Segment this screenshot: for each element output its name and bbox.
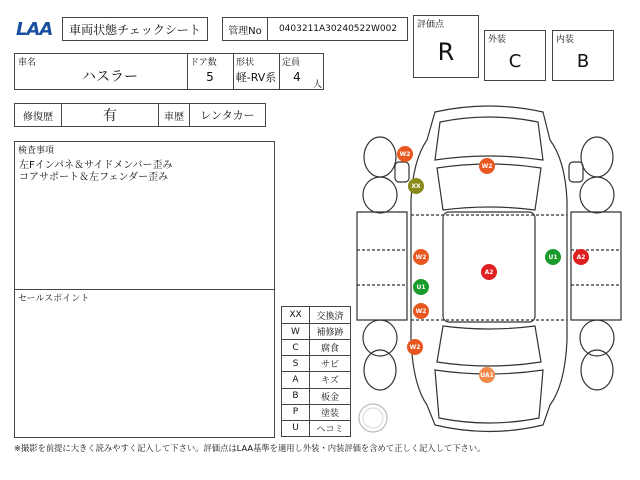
sales-points-label: セールスポイント [18,294,90,304]
inspection-line-1: 左Fインパネ＆サイドメンバー歪み [19,160,173,171]
legend-code: U [292,423,299,434]
rating-value: R [437,38,455,66]
rating-box [413,15,479,78]
damage-mark-badge: W2 [479,158,495,174]
exterior-label: 外装 [488,35,507,45]
legend-code: B [292,391,299,402]
title-box [62,17,208,41]
record-value: レンタカー [200,109,255,122]
exterior-value: C [508,50,522,72]
front-left-wheel [364,137,396,177]
damage-mark-badge: U1 [413,279,429,295]
front-left-tire [363,177,397,213]
legend-code: C [292,342,299,353]
damage-mark-badge: A2 [573,249,589,265]
hood [435,117,543,160]
rating-label: 評価点 [417,20,445,30]
legend-row [282,404,350,420]
front-right-tire [580,177,614,213]
legend-row [282,388,350,404]
left-side-panel [357,212,407,320]
inspection-label: 検査事項 [18,146,55,156]
damage-mark-badge: XX [408,178,424,194]
damage-mark-badge: U1 [545,249,561,265]
history-box [14,103,266,127]
legend-code: XX [289,310,302,321]
right-side-panel [571,212,621,320]
logo [16,18,62,40]
vehicle-info-box [14,53,324,90]
damage-mark-badge: W2 [413,303,429,319]
legend-code: A [292,374,299,385]
legend-meaning: 腐食 [320,344,339,355]
capacity-label: 定員 [282,58,301,68]
vehicle-name: ハスラー [82,69,138,85]
legend-meaning: サビ [320,360,339,371]
legend-row [282,339,350,355]
legend-row [282,355,350,371]
footer-note: ※撮影を前提に大きく読みやすく記入して下さい。評価点はLAA基準を適用し外装・内装評価を含めて正しく記入して下さい。 [14,443,486,453]
vehicle-name-label: 車名 [18,58,37,68]
capacity-unit: 人 [313,80,323,90]
right-mirror [569,162,583,182]
damage-mark-badge: A2 [481,264,497,280]
legend-code: S [292,358,299,369]
exterior-box [484,30,546,81]
management-label: 管理No [228,25,262,37]
interior-value: B [576,50,590,72]
damage-mark-badge: W2 [413,249,429,265]
repair-label: 修復歴 [23,111,53,123]
capacity-value: 4 [293,70,301,84]
legend-meaning: 塗装 [320,408,339,419]
doors-value: 5 [206,70,214,84]
damage-mark-badge: UA1 [479,367,495,383]
record-label: 車歴 [164,111,184,123]
legend-table [281,306,351,437]
legend-row [282,420,350,436]
legend-row [282,323,350,339]
legend-code: P [292,407,299,418]
legend-meaning: 補修跡 [316,328,344,339]
interior-box [552,30,614,81]
legend-meaning: 板金 [320,392,339,403]
logo-text: LAA [16,18,53,40]
legend-row [282,371,350,387]
doors-label: ドア数 [190,58,217,68]
left-mirror [395,162,409,182]
interior-label: 内装 [556,35,575,45]
legend-meaning: ヘコミ [316,424,344,435]
inspection-line-2: コアサポート＆左フェンダー歪み [19,172,169,183]
rear-window [437,326,541,366]
shape-label: 形状 [236,58,255,68]
legend-meaning: キズ [321,376,339,387]
legend-row [282,307,350,323]
legend-meaning: 交換済 [316,311,344,322]
legend-code: W [291,326,300,337]
page-title: 車両状態チェックシート [69,22,201,37]
inspection-box [14,141,275,438]
management-number: 0403211A30240522W002 [278,24,398,34]
shape-value: 軽-RV系 [235,71,277,84]
repair-value: 有 [103,108,117,124]
management-box [222,17,408,41]
front-right-wheel [581,137,613,177]
damage-mark-badge: W2 [397,146,413,162]
damage-mark-badge: W2 [407,339,423,355]
